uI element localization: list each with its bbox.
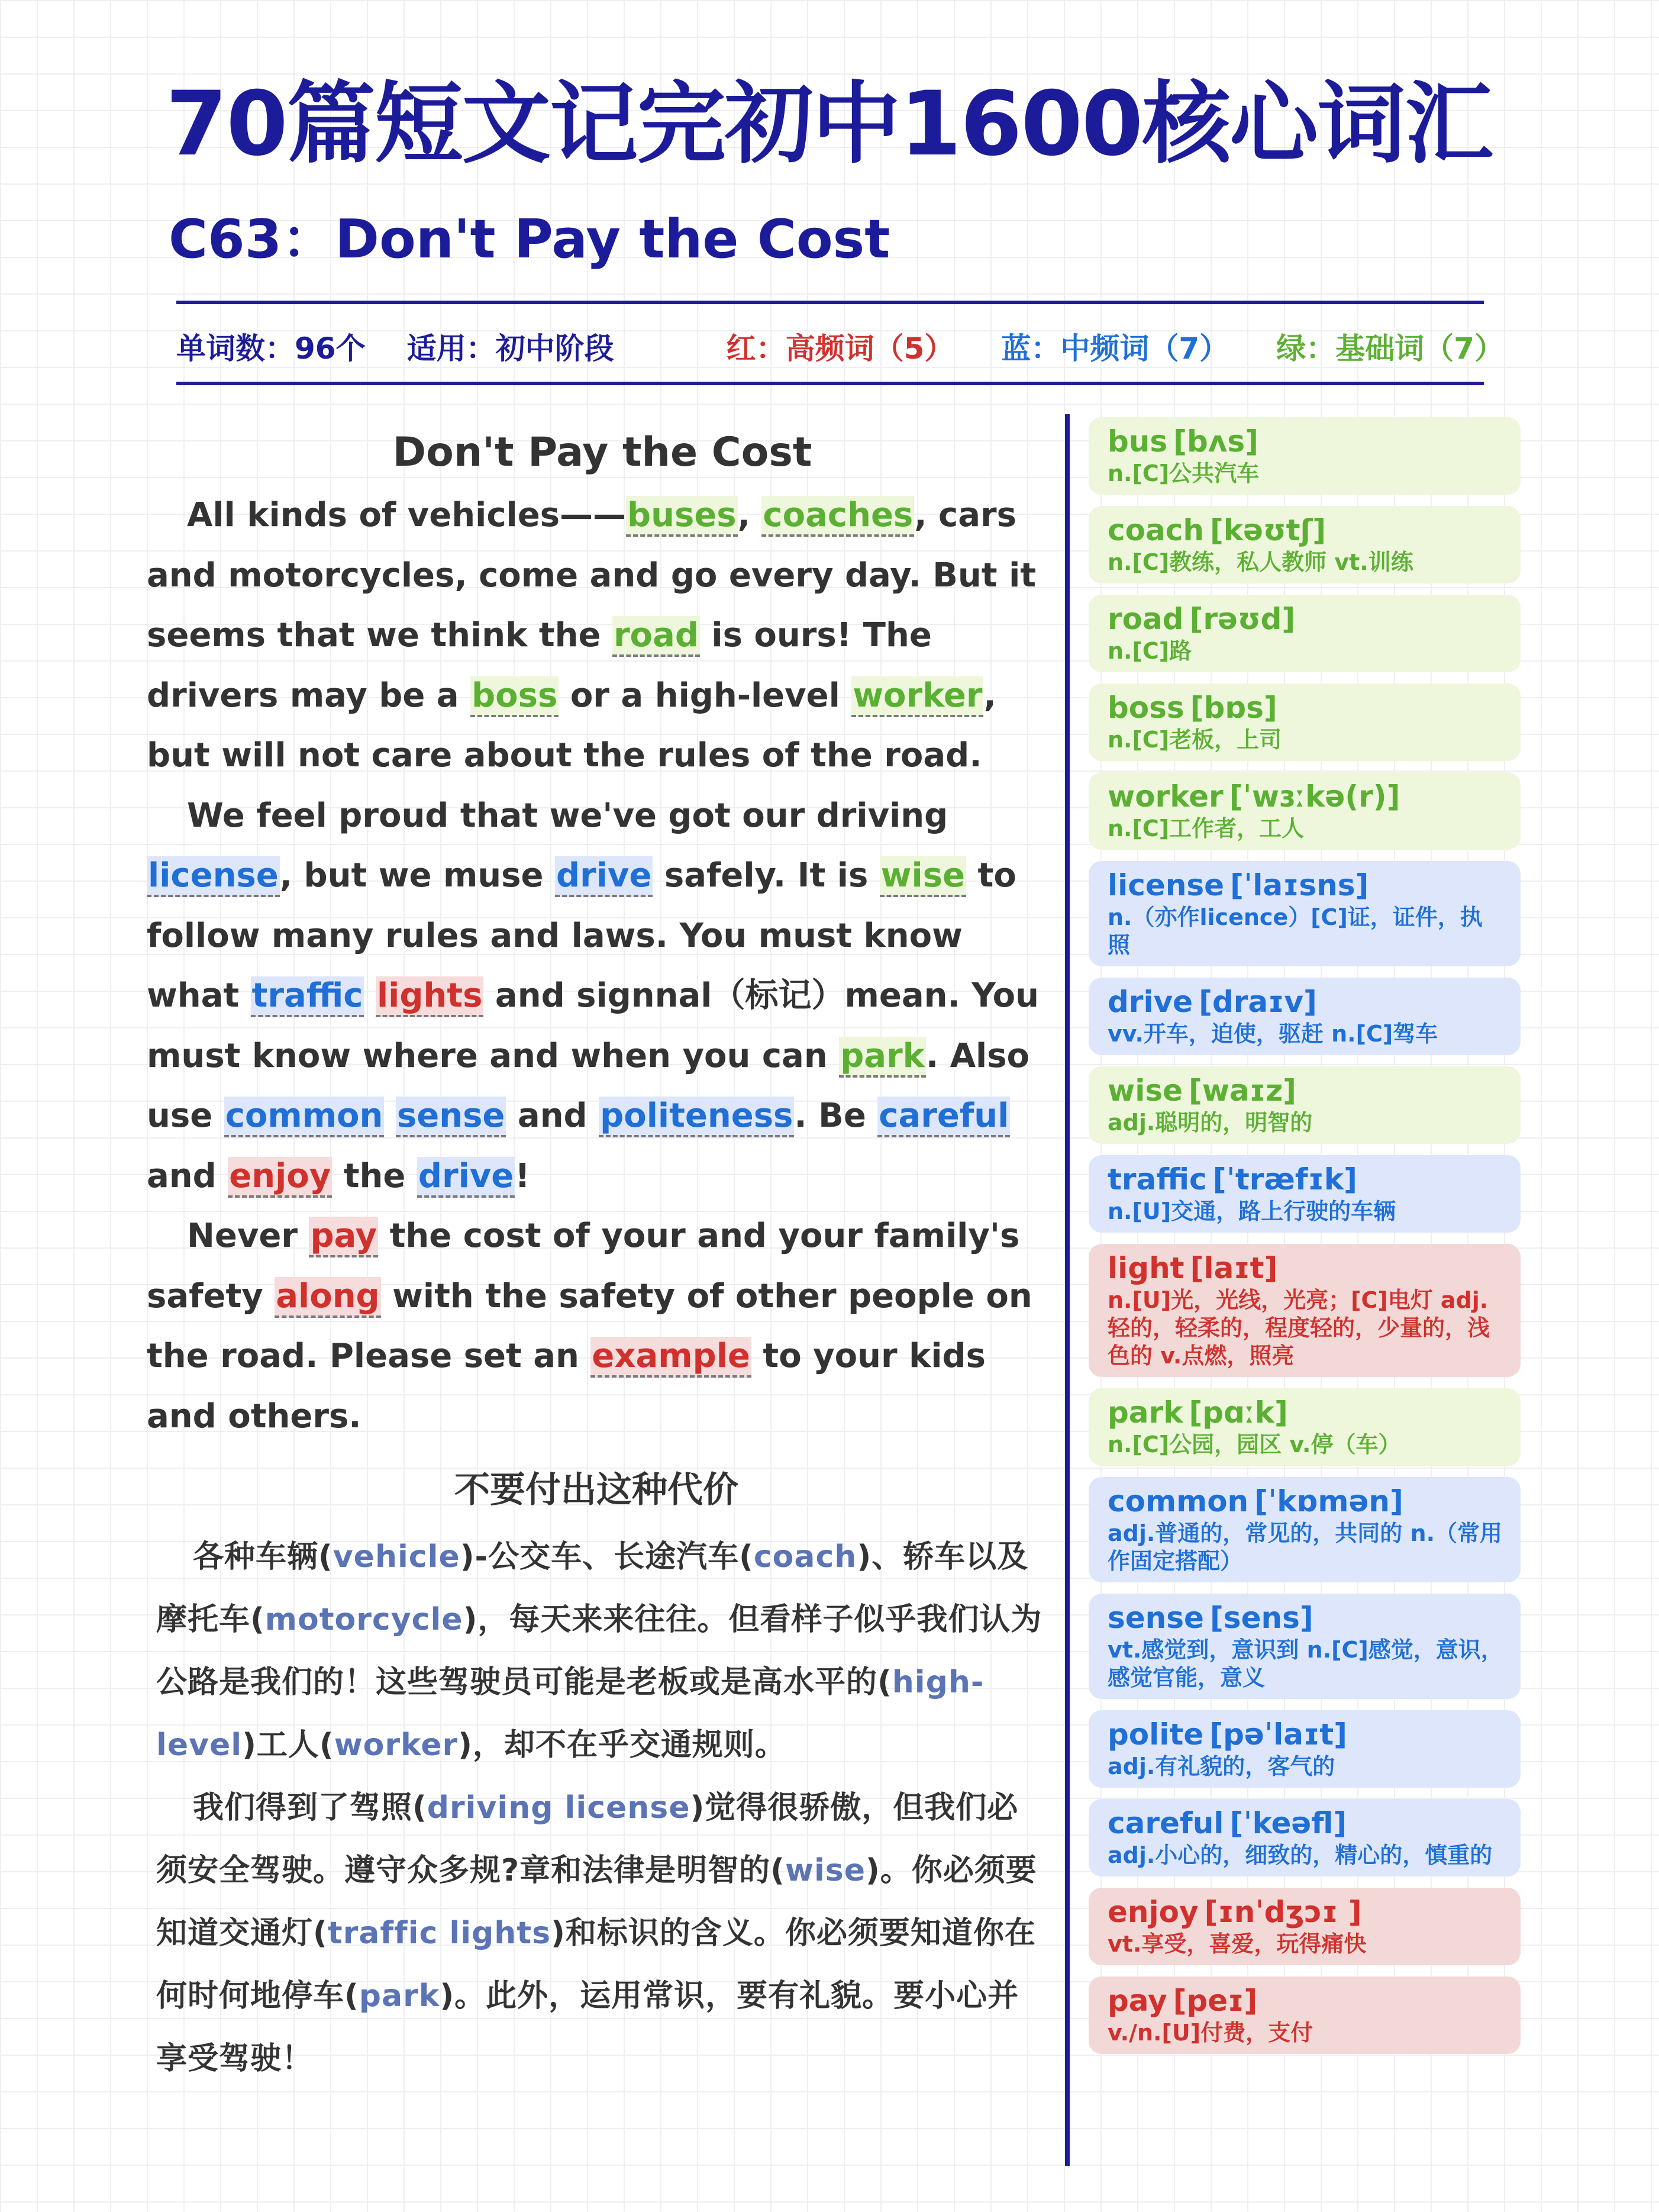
text-run: 我们得到了驾照( [193,1790,427,1826]
lesson-subtitle: C63：Don't Pay the Cost [169,208,890,270]
english-paragraph [147,485,1046,786]
keyword: example [590,1337,751,1378]
vocab-word: pay [1108,1984,1167,2018]
vocab-phonetic: [sens] [1209,1601,1313,1635]
chinese-paragraph [156,1776,1046,2090]
vocab-head [1108,1894,1504,1930]
vocab-definition: vv.开车，迫使，驱赶 n.[C]驾车 [1108,1021,1438,1047]
vocab-definition: adj.小心的，细致的，精心的，慎重的 [1108,1842,1493,1868]
vocab-head [1108,867,1504,904]
vocab-phonetic: [bɒs] [1190,691,1277,725]
article [147,420,1046,2090]
text-run: and [147,1156,228,1195]
vocab-word: common [1108,1484,1249,1518]
vocab-card-road [1089,595,1521,672]
vocab-definition: n.[C]路 [1108,638,1192,664]
vocab-head [1108,601,1504,637]
keyword: buses [626,496,738,537]
vocab-phonetic: [pəˈlaɪt] [1209,1717,1347,1752]
vocab-definition: n.[C]公共汽车 [1108,460,1260,486]
keyword: politeness [599,1097,794,1137]
text-run: )。你必须要知道交通灯( [156,1853,1037,1951]
text-run: , [737,496,762,534]
text-run: )工人( [242,1727,334,1763]
english-term: high-level [156,1665,985,1763]
chinese-title: 不要付出这种代价 [454,1469,738,1511]
vocab-definition: v./n.[U]付费，支付 [1108,2020,1313,2046]
vocab-definition: n.[U]交通，路上行驶的车辆 [1108,1198,1396,1224]
text-run: . Also use [147,1036,1030,1135]
vocab-phonetic: [laɪt] [1190,1251,1278,1285]
vocab-card-coach [1089,506,1521,583]
vocab-head [1108,512,1504,549]
english-term: motorcycle [264,1602,463,1637]
text-run: Never [187,1217,309,1255]
text-run [364,976,376,1015]
vocab-head [1108,423,1504,460]
vocab-word: light [1108,1251,1184,1285]
vocab-definition: vt.感觉到，意识到 n.[C]感觉，意识，感觉官能，意义 [1108,1637,1503,1691]
vocab-card-careful [1089,1799,1521,1876]
vocab-phonetic: [ˈtræfɪk] [1212,1162,1357,1197]
vocab-phonetic: [ˈkɒmən] [1254,1484,1403,1518]
vocab-head [1108,984,1504,1020]
legend-green: 绿：基础词（7） [1276,331,1504,366]
text-run: All kinds of vehicles—— [187,496,627,534]
vocab-head [1108,1982,1504,2019]
text-run: the [332,1156,417,1195]
text-run: )和标识的含义。你必须要知道你在何时何地停车( [156,1916,1036,2014]
text-run: to your kids and others. [147,1337,986,1436]
vocab-definition: vt.享受，喜爱，玩得痛快 [1108,1931,1367,1957]
legend-blue: 蓝：中频词（7） [1001,331,1229,366]
top-divider [176,301,1484,304]
vocab-word: enjoy [1108,1895,1199,1929]
bottom-divider [176,382,1484,385]
vocab-phonetic: [ˈlaɪsns] [1230,868,1369,902]
vocab-head [1108,1483,1504,1520]
vocab-head [1108,1250,1504,1286]
vocab-word: boss [1108,691,1184,725]
keyword: along [275,1277,380,1318]
keyword: careful [877,1097,1010,1137]
vocab-definition: adj.普通的，常见的，共同的 n.（常用作固定搭配） [1108,1520,1503,1574]
english-term: park [359,1978,440,2014]
vocab-definition: n.（亦作licence）[C]证，证件，执照 [1108,904,1483,958]
vocab-word: bus [1108,424,1168,459]
text-run: and signnal（标记）mean. You must know where and when you can [147,976,1040,1075]
vocab-word: careful [1108,1806,1224,1840]
vocab-definition: n.[C]工作者，工人 [1108,815,1305,841]
vocab-head [1108,1600,1504,1636]
vocab-phonetic: [peɪ] [1173,1984,1258,2018]
vocab-phonetic: [kəʊtʃ] [1209,513,1326,547]
text-run: , but will not care about the rules of the road. [147,676,996,775]
vocab-card-sense [1089,1594,1521,1699]
keyword: park [839,1037,926,1078]
text-run: )。此外，运用常识，要有礼貌。要小心并享受驾驶！ [156,1978,1019,2076]
vocab-word: coach [1108,513,1204,547]
vocab-phonetic: [rəʊd] [1189,602,1296,636]
keyword: license [147,856,280,897]
vocab-card-drive [1089,978,1521,1055]
keyword: drive [555,856,653,897]
text-run: with the safety of other people on the road. Please set an [147,1276,1032,1375]
keyword: enjoy [228,1157,332,1198]
page-title: 70篇短文记完初中1600核心词汇 [166,73,1493,176]
text-run: and [506,1097,599,1135]
english-term: vehicle [333,1539,460,1575]
vocab-phonetic: [pɑːk] [1189,1395,1288,1430]
english-term: driving license [427,1790,690,1826]
english-term: worker [334,1727,459,1763]
vocab-head [1108,1805,1504,1842]
text-run: )-公交车、长途汽车( [460,1539,754,1575]
text-run: ! [515,1156,530,1195]
text-run: . Be [794,1097,878,1135]
vocab-phonetic: [ˈwɜːkə(r)] [1229,779,1400,814]
english-paragraph [147,786,1046,1207]
stage-label: 适用：初中阶段 [406,331,614,366]
keyword: coaches [761,496,914,537]
text-run: )，却不在乎交通规则。 [458,1727,786,1763]
vocab-definition: n.[C]老板，上司 [1108,727,1282,753]
legend-red: 红：高频词（5） [726,331,954,366]
vocab-word: traffic [1108,1162,1207,1197]
text-run: We feel proud that we've got our driving [187,796,948,835]
text-run: is ours! The drivers may be a [147,616,932,715]
vocab-head [1108,689,1504,726]
text-run: or a high-level [559,676,852,715]
vocab-head [1108,1161,1504,1198]
vocab-head [1108,778,1504,815]
text-run: , but we muse [279,856,555,895]
text-run: )，每天来来往往。但看样子似乎我们认为公路是我们的！这些驾驶员可能是老板或是高水平的( [156,1602,1042,1700]
vocab-card-enjoy [1089,1888,1521,1965]
vocab-phonetic: [bʌs] [1173,424,1259,459]
english-term: traffic lights [327,1916,551,1951]
vocab-card-park [1089,1388,1521,1466]
english-body [147,485,1046,1446]
vocab-definition: n.[C]教练，私人教师 vt.训练 [1108,549,1413,575]
vocab-card-license [1089,861,1521,966]
text-run [384,1097,396,1135]
keyword: boss [470,676,559,717]
vocab-word: license [1108,868,1225,902]
keyword: drive [417,1157,515,1198]
vocab-word: park [1108,1395,1183,1430]
vocab-card-worker [1089,772,1521,850]
keyword: common [224,1097,385,1137]
vocab-card-common [1089,1477,1521,1582]
text-run: , cars and motorcycles, come and go every day. But it seems that we think the [147,496,1037,654]
text-run: safely. It is [653,856,880,895]
vocab-word: worker [1108,779,1224,814]
keyword: lights [376,976,483,1017]
vocabulary-list [1089,417,1521,2065]
keyword: pay [309,1217,378,1257]
vocab-phonetic: [draɪv] [1199,985,1317,1019]
vocab-card-light [1089,1244,1521,1377]
vocab-card-polite [1089,1710,1521,1788]
english-term: coach [753,1539,857,1575]
vocab-word: drive [1108,985,1193,1019]
info-bar [176,320,1504,373]
column-divider [1065,414,1070,2166]
vocab-phonetic: [ˈkeəfl] [1229,1806,1347,1840]
text-run: 各种车辆( [193,1539,333,1575]
keyword: wise [880,856,966,897]
keyword: traffic [251,976,364,1017]
vocab-card-wise [1089,1066,1521,1144]
keyword: sense [396,1097,506,1137]
chinese-body [147,1526,1046,2090]
vocab-head [1108,1394,1504,1431]
vocab-word: sense [1108,1601,1204,1635]
vocab-definition: adj.有礼貌的，客气的 [1108,1753,1335,1779]
vocab-phonetic: [waɪz] [1189,1073,1297,1108]
keyword: road [612,616,700,657]
vocab-definition: adj.聪明的，明智的 [1108,1110,1313,1136]
vocab-head [1108,1716,1504,1753]
vocab-word: road [1108,602,1184,636]
vocab-head [1108,1072,1504,1109]
vocab-phonetic: [ɪnˈdʒɔɪ ] [1204,1895,1362,1929]
english-term: wise [785,1853,866,1888]
vocab-definition: n.[U]光，光线，光亮；[C]电灯 adj.轻的，轻柔的，程度轻的，少量的，浅色的 v.点燃，照亮 [1108,1287,1490,1369]
vocab-definition: n.[C]公园，园区 v.停（车） [1108,1431,1401,1458]
english-paragraph [147,1206,1046,1446]
text-run: )觉得很骄傲，但我们必须安全驾驶。遵守众多规?章和法律是明智的( [156,1790,1019,1888]
vocab-card-bus [1089,417,1521,495]
english-title: Don't Pay the Cost [392,429,812,476]
text-run: to follow many rules and laws. You must know what [147,856,1016,1015]
vocab-card-pay [1089,1976,1521,2054]
vocab-word: polite [1108,1717,1204,1752]
vocab-card-traffic [1089,1155,1521,1233]
keyword: worker [851,676,983,717]
chinese-paragraph [156,1526,1046,1776]
text-run: the cost of your and your family's safety [147,1217,1020,1315]
vocab-card-boss [1089,683,1521,761]
text-run: )、轿车以及摩托车( [156,1539,1029,1637]
word-count: 单词数：96个 [176,331,366,366]
vocab-word: wise [1108,1073,1183,1108]
